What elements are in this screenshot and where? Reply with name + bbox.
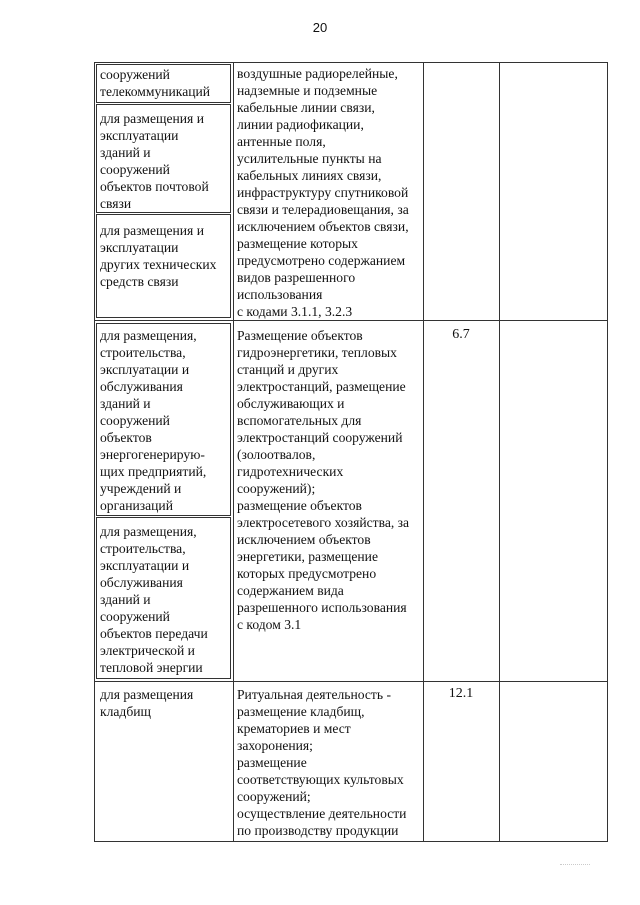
table-border-bottom bbox=[94, 841, 608, 842]
use-description: Ритуальная деятельность - размещение кладбищ, крематориев и мест захоронения; размещение соответствующих культовых сооружений; осуществление деятельности по производству продукции bbox=[237, 687, 407, 838]
left-subcell-text: сооружений телекоммуникаций bbox=[100, 67, 211, 99]
table-border-right bbox=[607, 62, 608, 841]
left-subcell-text: для размещения, строительства, эксплуатации и обслуживания зданий и сооружений объектов передачи электрической и тепловой энергии bbox=[100, 524, 208, 675]
page-number: 20 bbox=[312, 20, 328, 35]
row-divider-2 bbox=[94, 681, 608, 682]
use-code: 12.1 bbox=[448, 686, 474, 701]
column-divider-3 bbox=[499, 62, 500, 841]
use-code: 6.7 bbox=[452, 327, 470, 342]
left-subcell-text: для размещения, строительства, эксплуатации и обслуживания зданий и сооружений объектов энергогенерирую- щих предприятий, учреждений и организаций bbox=[100, 328, 207, 513]
land-use-table bbox=[94, 62, 608, 841]
use-description: воздушные радиорелейные, надземные и подземные кабельные линии связи, линии радиофикации, антенные поля, усилительные пункты на кабельных линиях связи, инфраструктуру спутниковой связи и телерадиовещания, за исключением объектов связи, размещение которых предусмотрено содержанием видов разрешенного использования с кодами 3.1.1, 3.2.3 bbox=[237, 66, 409, 319]
left-subcell-text: для размещения и эксплуатации других технических средств связи bbox=[100, 223, 217, 289]
left-subcell-text: для размещения и эксплуатации зданий и сооружений объектов почтовой связи bbox=[100, 111, 209, 211]
table-border-left bbox=[94, 62, 95, 841]
table-border-top bbox=[94, 62, 608, 63]
scan-artifact bbox=[560, 854, 590, 865]
left-subcell-text: для размещения кладбищ bbox=[100, 687, 194, 719]
column-divider-1 bbox=[233, 62, 234, 841]
use-description: Размещение объектов гидроэнергетики, тепловых станций и других электростанций, размещение обслуживающих и вспомогательных для электростанций сооружений (золоотвалов, гидротехнических сооружений); размещение объектов электросетевого хозяйства, за исключением объектов энергетики, размещение которых предусмотрено содержанием вида разрешенного использования с кодом 3.1 bbox=[237, 328, 410, 632]
row-divider-1 bbox=[94, 320, 608, 321]
column-divider-2 bbox=[423, 62, 424, 841]
